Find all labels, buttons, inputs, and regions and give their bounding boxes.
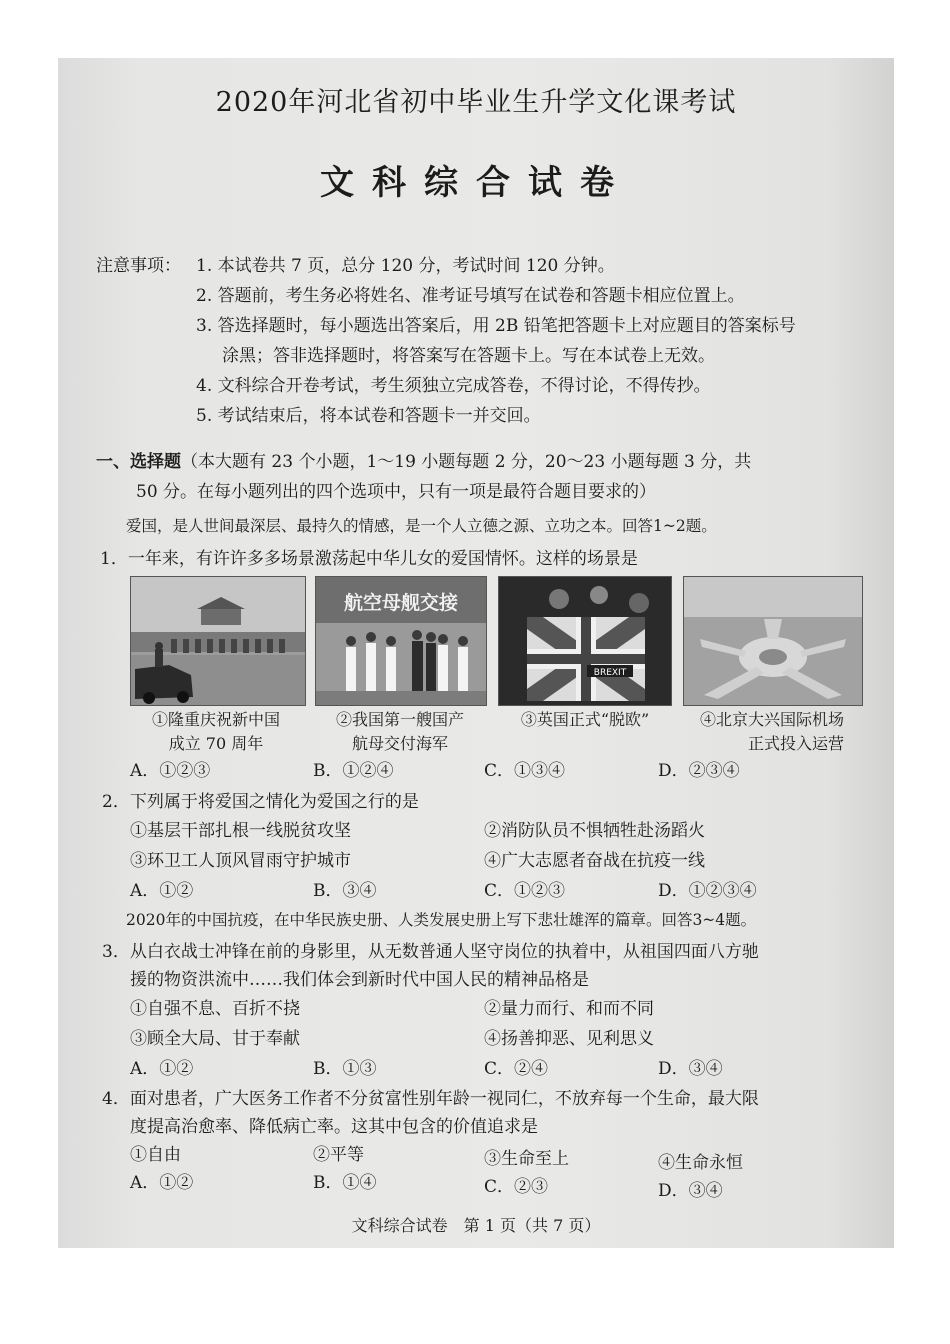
- section-desc-2: 50 分。在每小题列出的四个选项中，只有一项是最符合题目要求的）: [136, 482, 657, 502]
- section-heading-title: 一、选择题: [96, 452, 181, 472]
- airport-image: [684, 577, 862, 705]
- question-1-stem: 1．一年来，有许许多多场景激荡起中华儿女的爱国情怀。这样的场景是: [100, 549, 638, 569]
- q3-option-b: B．①③: [313, 1059, 377, 1079]
- exam-paper: [58, 58, 894, 1248]
- q1-option-b: B．①②④: [313, 761, 394, 781]
- caption-4: [664, 708, 880, 756]
- q2-item-1: ①基层干部扎根一线脱贫攻坚: [130, 821, 351, 841]
- q2-option-b: B．③④: [313, 881, 377, 901]
- q4-item-2: ②平等: [313, 1145, 364, 1165]
- q2-option-d: D．①②③④: [658, 881, 757, 901]
- q3-item-3: ③顾全大局、甘于奉献: [130, 1029, 300, 1049]
- q2-item-3: ③环卫工人顶风冒雨守护城市: [130, 851, 351, 871]
- question-2-stem: 2．下列属于将爱国之情化为爱国之行的是: [102, 792, 419, 812]
- caption-2-line-2: 航母交付海军: [351, 734, 448, 753]
- q4-option-a: A．①②: [130, 1173, 194, 1193]
- page-title: 2020年河北省初中毕业生升学文化课考试: [215, 87, 737, 118]
- caption-3: [488, 708, 682, 732]
- q4-option-d: D．③④: [658, 1181, 723, 1201]
- q4-item-3: ③生命至上: [484, 1149, 569, 1169]
- brexit-image: [499, 577, 671, 705]
- notice-item-4: 4. 文科综合开卷考试，考生须独立完成答卷，不得讨论，不得传抄。: [196, 376, 711, 396]
- notice-item-5: 5. 考试结束后，将本试卷和答题卡一并交回。: [196, 406, 541, 426]
- photo-carrier-handover: [315, 576, 487, 706]
- q2-option-c: C．①②③: [484, 881, 566, 901]
- photo-parade: [130, 576, 306, 706]
- q4-option-c: C．②③: [484, 1177, 549, 1197]
- caption-1: [116, 708, 316, 756]
- brexit-sign-text: BREXIT: [593, 668, 627, 678]
- notice-item-3-cont: 涂黑；答非选择题时，将答案写在答题卡上。写在本试卷上无效。: [222, 346, 715, 366]
- q4-option-b: B．①④: [313, 1173, 377, 1193]
- page-footer: 文科综合试卷 第 1 页（共 7 页）: [351, 1216, 601, 1235]
- intro-3-4: 2020年的中国抗疫，在中华民族史册、人类发展史册上写下悲壮雄浑的篇章。回答3~4题。: [126, 911, 757, 929]
- notice-label: 注意事项：: [96, 256, 181, 276]
- notice-item-2: 2. 答题前，考生务必将姓名、准考证号填写在试卷和答题卡相应位置上。: [196, 286, 745, 306]
- caption-4-line-1: ④北京大兴国际机场: [699, 710, 844, 729]
- caption-1-line-1: ①隆重庆祝新中国: [151, 710, 280, 729]
- q1-option-c: C．①③④: [484, 761, 566, 781]
- q3-option-a: A．①②: [130, 1059, 194, 1079]
- q2-option-a: A．①②: [130, 881, 194, 901]
- q1-option-a: A．①②③: [130, 761, 211, 781]
- q3-option-d: D．③④: [658, 1059, 723, 1079]
- notice-item-1: 1. 本试卷共 7 页，总分 120 分，考试时间 120 分钟。: [196, 256, 615, 276]
- carrier-image: [316, 577, 486, 705]
- caption-2: [302, 708, 498, 756]
- paper-subtitle: 文科综合试卷: [320, 163, 632, 203]
- section-heading: [96, 451, 751, 473]
- intro-1-2: 爱国，是人世间最深层、最持久的情感，是一个人立德之源、立功之本。回答1~2题。: [126, 517, 717, 535]
- parade-image: [131, 577, 305, 705]
- notice-item-3: 3. 答选择题时，每小题选出答案后，用 2B 铅笔把答题卡上对应题目的答案标号: [196, 316, 796, 336]
- caption-2-line-1: ②我国第一艘国产: [335, 710, 464, 729]
- question-3-stem-2: 援的物资洪流中……我们体会到新时代中国人民的精神品格是: [130, 970, 589, 990]
- q4-item-4: ④生命永恒: [658, 1153, 743, 1173]
- q2-item-2: ②消防队员不惧牺牲赴汤蹈火: [484, 821, 705, 841]
- caption-4-line-2: 正式投入运营: [747, 734, 844, 753]
- q3-item-4: ④扬善抑恶、见利思义: [484, 1029, 654, 1049]
- question-4-stem-2: 度提高治愈率、降低病亡率。这其中包含的价值追求是: [130, 1117, 538, 1137]
- caption-1-line-2: 成立 70 周年: [168, 734, 264, 753]
- caption-3-line-1: ③英国正式“脱欧”: [520, 710, 650, 729]
- q3-item-1: ①自强不息、百折不挠: [130, 999, 300, 1019]
- carrier-banner-text: 航空母舰交接: [343, 592, 459, 614]
- q3-option-c: C．②④: [484, 1059, 549, 1079]
- q3-item-2: ②量力而行、和而不同: [484, 999, 654, 1019]
- q2-item-4: ④广大志愿者奋战在抗疫一线: [484, 851, 705, 871]
- question-4-stem-1: 4．面对患者，广大医务工作者不分贫富性别年龄一视同仁，不放弃每一个生命，最大限: [102, 1089, 759, 1109]
- section-desc-1: （本大题有 23 个小题，1～19 小题每题 2 分，20～23 小题每题 3 分，共: [181, 452, 752, 472]
- photo-daxing-airport: [683, 576, 863, 706]
- photo-brexit: [498, 576, 672, 706]
- q4-item-1: ①自由: [130, 1145, 181, 1165]
- q1-option-d: D．②③④: [658, 761, 740, 781]
- question-3-stem-1: 3．从白衣战士冲锋在前的身影里，从无数普通人坚守岗位的执着中，从祖国四面八方驰: [102, 942, 759, 962]
